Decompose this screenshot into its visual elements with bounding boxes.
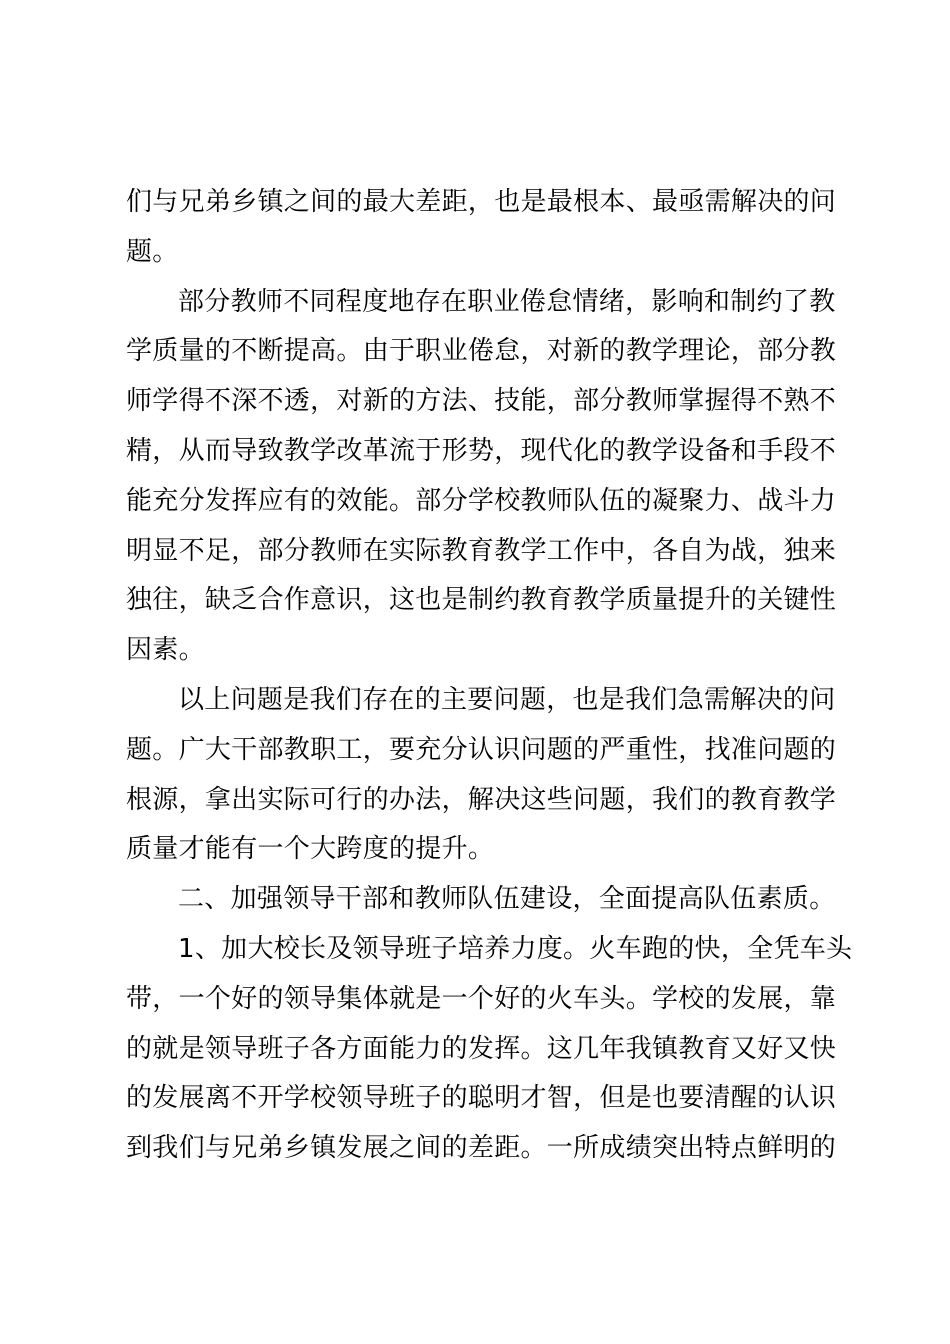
text-line: 的就是领导班子各方面能力的发挥。这几年我镇教育又好又快	[126, 1033, 837, 1064]
text-line: 因素。	[126, 635, 205, 666]
text-line: 到我们与兄弟乡镇发展之间的差距。一所成绩突出特点鲜明的	[126, 1133, 837, 1164]
text-line: 的发展离不开学校领导班子的聪明才智，但是也要清醒的认识	[126, 1083, 837, 1114]
text-line: 质量才能有一个大跨度的提升。	[126, 834, 495, 865]
text-line: 带，一个好的领导集体就是一个好的火车头。学校的发展，靠	[126, 983, 837, 1014]
text-line: 精，从而导致教学改革流于形势，现代化的教学设备和手段不	[126, 435, 837, 466]
section-heading: 二、加强领导干部和教师队伍建设，全面提高队伍素质。	[178, 884, 836, 915]
text-line: 明显不足，部分教师在实际教育教学工作中，各自为战，独来	[126, 535, 837, 566]
paragraph-start-line: 部分教师不同程度地存在职业倦怠情绪，影响和制约了教	[178, 286, 836, 317]
text-line: 独往，缺乏合作意识，这也是制约教育教学质量提升的关键性	[126, 585, 837, 616]
paragraph-start-line: 以上问题是我们存在的主要问题，也是我们急需解决的问	[178, 684, 836, 715]
text-line: 能充分发挥应有的效能。部分学校教师队伍的凝聚力、战斗力	[126, 485, 837, 516]
document-body	[126, 178, 853, 1174]
text-line: 学质量的不断提高。由于职业倦怠，对新的教学理论，部分教	[126, 336, 837, 367]
text-line: 们与兄弟乡镇之间的最大差距，也是最根本、最亟需解决的问	[126, 187, 837, 217]
text-line: 师学得不深不透，对新的方法、技能，部分教师掌握得不熟不	[126, 386, 837, 417]
text-line: 题。广大干部教职工，要充分认识问题的严重性，找准问题的	[126, 734, 837, 765]
text-line: 题。	[126, 236, 179, 267]
text-line: 根源，拿出实际可行的办法，解决这些问题，我们的教育教学	[126, 784, 837, 815]
paragraph-start-line: 1、加大校长及领导班子培养力度。火车跑的快，全凭车头	[178, 933, 853, 964]
